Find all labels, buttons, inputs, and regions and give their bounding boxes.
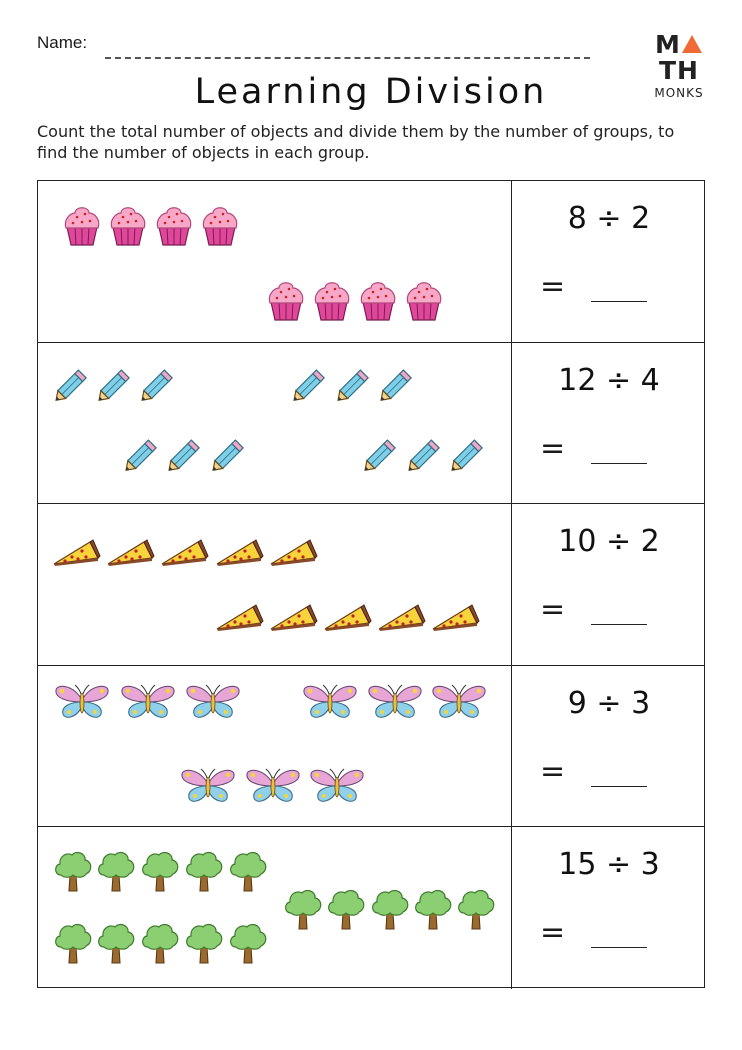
answer-cell [512, 343, 706, 504]
butterfly-icon [366, 682, 424, 726]
answer-blank[interactable] [591, 786, 647, 787]
tree-icon [184, 921, 224, 969]
pencil-icon [405, 435, 445, 479]
tree-icon [53, 849, 93, 897]
pizza-slice-icon [269, 603, 319, 637]
tree-icon [140, 921, 180, 969]
tree-icon [228, 849, 268, 897]
picture-cell [38, 504, 512, 665]
division-expression: 9 ÷ 3 [567, 685, 651, 721]
answer-blank[interactable] [591, 947, 647, 948]
picture-cell [38, 666, 512, 827]
problem-row [38, 343, 704, 505]
pizza-slice-icon [160, 538, 210, 572]
pencil-icon [377, 365, 417, 409]
logo-left-text: M [655, 30, 681, 59]
equals-sign: = [540, 269, 566, 304]
pizza-slice-icon [269, 538, 319, 572]
pencil-icon [290, 365, 330, 409]
division-expression: 15 ÷ 3 [558, 847, 660, 883]
pencil-icon [95, 365, 135, 409]
tree-icon [96, 921, 136, 969]
pencil-icon [334, 365, 374, 409]
pizza-slice-icon [106, 538, 156, 572]
pencil-icon [165, 435, 205, 479]
pizza-slice-icon [215, 603, 265, 637]
pizza-slice-icon [215, 538, 265, 572]
butterfly-icon [430, 682, 488, 726]
problem-row [38, 181, 704, 343]
cupcake-icon [359, 278, 397, 326]
worksheet-title: Learning Division [194, 72, 548, 112]
butterfly-icon [179, 766, 237, 810]
problem-row [38, 827, 704, 989]
equals-sign: = [540, 430, 566, 466]
cupcake-icon [109, 203, 147, 251]
pizza-slice-icon [52, 538, 102, 572]
equals-sign: = [540, 753, 566, 789]
picture-cell [38, 343, 512, 504]
answer-cell [512, 181, 706, 342]
pencil-icon [209, 435, 249, 479]
pizza-slice-icon [377, 603, 427, 637]
picture-cell [38, 181, 512, 342]
name-label: Name: [37, 33, 88, 52]
butterfly-icon [53, 682, 111, 726]
cupcake-icon [155, 203, 193, 251]
division-expression: 12 ÷ 4 [558, 362, 660, 398]
problem-row [38, 666, 704, 828]
tree-icon [283, 887, 323, 935]
tree-icon [413, 887, 453, 935]
answer-blank[interactable] [591, 301, 647, 302]
pencil-icon [361, 435, 401, 479]
butterfly-icon [308, 766, 366, 810]
problem-row [38, 504, 704, 666]
butterfly-icon [244, 766, 302, 810]
answer-cell [512, 827, 706, 989]
cupcake-icon [63, 203, 101, 251]
logo-subtitle: MONKS [654, 86, 704, 100]
pencil-icon [138, 365, 178, 409]
cupcake-icon [201, 203, 239, 251]
cupcake-icon [405, 278, 443, 326]
equals-sign: = [540, 915, 566, 951]
tree-icon [184, 849, 224, 897]
instructions-text: Count the total number of objects and divide them by the number of groups, to find the number of objects in each group. [37, 122, 675, 162]
butterfly-icon [301, 682, 359, 726]
tree-icon [96, 849, 136, 897]
butterfly-icon [184, 682, 242, 726]
tree-icon [326, 887, 366, 935]
cupcake-icon [267, 278, 305, 326]
cupcake-icon [313, 278, 351, 326]
pencil-icon [122, 435, 162, 479]
tree-icon [370, 887, 410, 935]
tree-icon [53, 921, 93, 969]
butterfly-icon [119, 682, 177, 726]
division-expression: 8 ÷ 2 [567, 201, 651, 236]
pizza-slice-icon [323, 603, 373, 637]
answer-blank[interactable] [591, 463, 647, 464]
problem-grid [37, 180, 705, 988]
tree-icon [228, 921, 268, 969]
logo-triangle-icon [682, 35, 702, 53]
name-field[interactable] [105, 57, 590, 59]
pencil-icon [448, 435, 488, 479]
picture-cell [38, 827, 512, 989]
logo-right-text: TH [659, 56, 699, 85]
division-expression: 10 ÷ 2 [558, 524, 660, 560]
answer-cell [512, 666, 706, 827]
answer-blank[interactable] [591, 624, 647, 625]
tree-icon [140, 849, 180, 897]
answer-cell [512, 504, 706, 665]
pizza-slice-icon [431, 603, 481, 637]
pencil-icon [52, 365, 92, 409]
equals-sign: = [540, 592, 566, 628]
tree-icon [456, 887, 496, 935]
